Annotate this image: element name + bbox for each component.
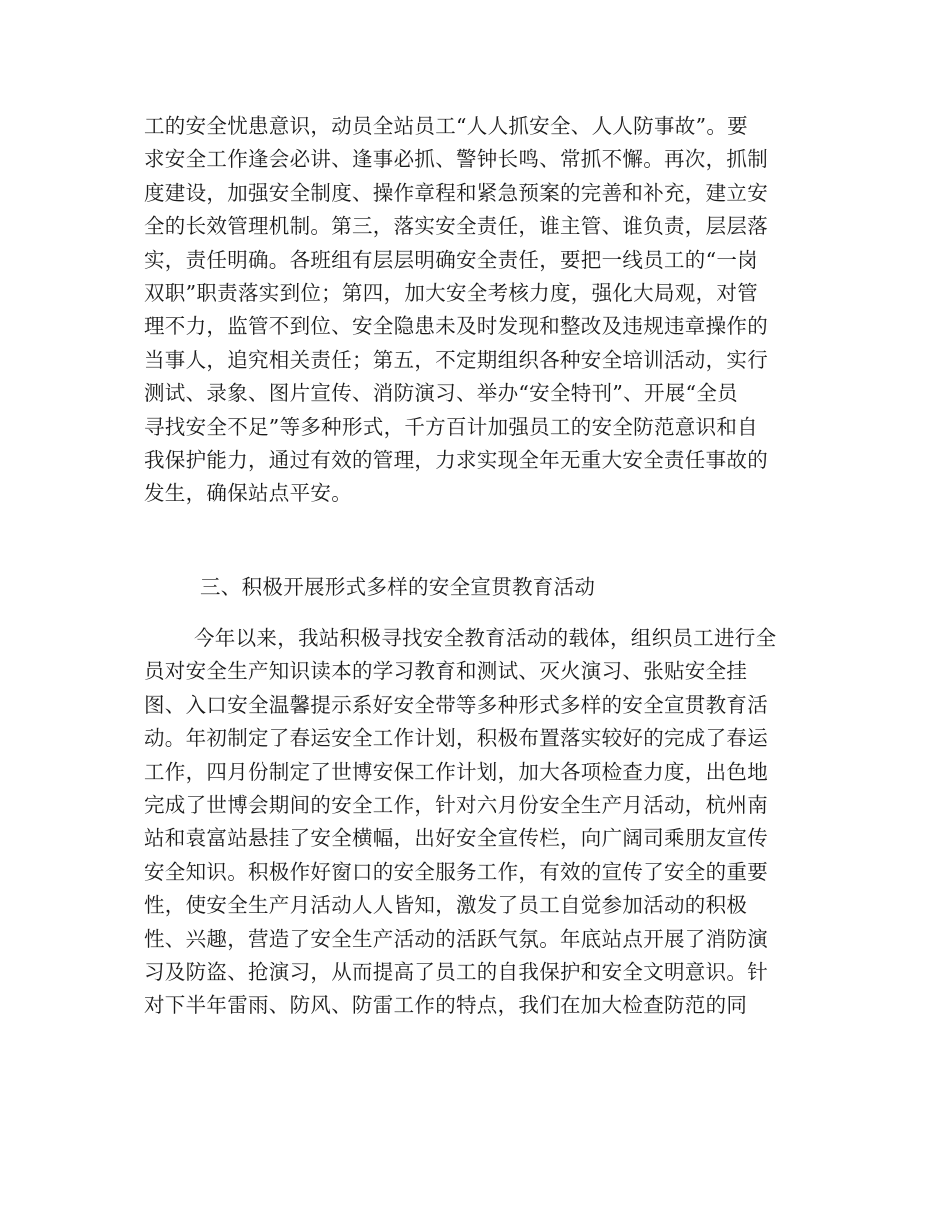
paragraph-line: 求安全工作逢会必讲、逢事必抓、警钟长鸣、常抓不懈。再次，抓制 [144,147,768,172]
paragraph-line: 工作，四月份制定了世博安保工作计划，加大各项检查力度，出色地 [144,759,768,784]
paragraph-line: 工的安全忧患意识，动员全站员工“人人抓安全、人人防事故”。要 [144,114,748,138]
paragraph-line: 实，责任明确。各班组有层层明确安全责任，要把一线员工的“一岗 [144,247,758,272]
paragraph-line: 当事人，追究相关责任；第五，不定期组织各种安全培训活动，实行 [144,347,768,372]
paragraph-line: 寻找安全不足”等多种形式，千方百计加强员工的安全防范意识和自 [144,414,758,439]
paragraph-line: 员对安全生产知识读本的学习教育和测试、灭火演习、张贴安全挂 [144,659,748,684]
paragraph-line: 测试、录象、图片宣传、消防演习、举办“安全特刊”、开展“全员 [144,381,738,406]
section-heading-text: 三、积极开展形式多样的安全宣贯教育活动 [200,575,596,599]
paragraph-line: 度建设，加强安全制度、操作章程和紧急预案的完善和补充，建立安 [144,180,768,205]
paragraph-line: 图、入口安全温馨提示系好安全带等多种形式多样的安全宣贯教育活 [144,692,768,717]
paragraph-line: 安全知识。积极作好窗口的安全服务工作，有效的宣传了安全的重要 [144,859,768,884]
paragraph-line: 全的长效管理机制。第三，落实安全责任，谁主管、谁负责，层层落 [144,214,768,239]
paragraph-line: 双职”职责落实到位；第四，加大安全考核力度，强化大局观，对管 [144,280,758,305]
body-paragraph-2 [144,622,824,1023]
paragraph-line: 理不力，监管不到位、安全隐患未及时发现和整改及违规违章操作的 [144,314,768,339]
paragraph-line: 性、兴趣，营造了安全生产活动的活跃气氛。年底站点开展了消防演 [144,926,768,951]
section-heading [144,571,824,604]
paragraph-line: 完成了世博会期间的安全工作，针对六月份安全生产月活动，杭州南 [144,792,768,817]
paragraph-line: 习及防盗、抢演习，从而提高了员工的自我保护和安全文明意识。针 [144,959,768,984]
paragraph-line: 今年以来，我站积极寻找安全教育活动的载体，组织员工进行全 [194,626,777,650]
paragraph-line: 站和袁富站悬挂了安全横幅，出好安全宣传栏，向广阔司乘朋友宣传 [144,826,768,851]
paragraph-line: 我保护能力，通过有效的管理，力求实现全年无重大安全责任事故的 [144,447,768,472]
body-paragraph-1 [144,110,824,511]
paragraph-line: 发生，确保站点平安。 [144,481,352,506]
paragraph-line: 性，使安全生产月活动人人皆知，激发了员工自觉参加活动的积极 [144,893,748,918]
paragraph-line: 对下半年雷雨、防风、防雷工作的特点，我们在加大检查防范的同 [144,993,748,1018]
paragraph-line: 动。年初制定了春运安全工作计划，积极布置落实较好的完成了春运 [144,726,768,751]
